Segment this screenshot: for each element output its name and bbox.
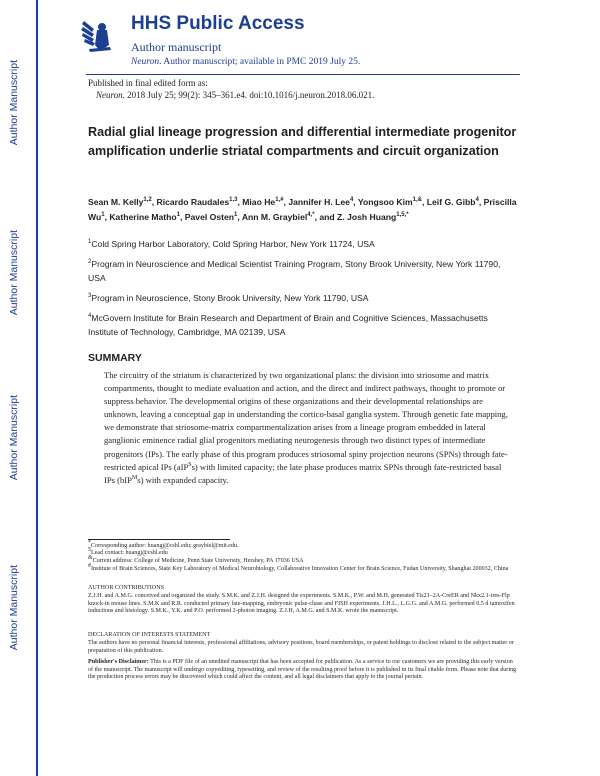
author-name: Sean M. Kelly: [88, 197, 144, 207]
author-separator: ,: [237, 211, 242, 222]
author-list: [88, 195, 518, 224]
header-rule: [86, 74, 520, 75]
author-affiliation-marker: 1: [234, 211, 238, 218]
hhs-title: HHS Public Access: [131, 13, 305, 34]
journal-name: Neuron: [131, 57, 160, 67]
side-label-3: Author Manuscript: [8, 395, 20, 481]
author-affiliation-marker: 1,#: [275, 197, 284, 204]
declaration-heading: DECLARATION OF INTERESTS STATEMENT: [88, 632, 211, 638]
author-separator: ,: [180, 211, 185, 222]
author-name: Z. Josh Huang: [337, 211, 397, 222]
author-name: Katherine Matho: [109, 211, 177, 222]
author-affiliation-marker: 4: [475, 197, 479, 204]
availability-line: [131, 57, 360, 67]
author-affiliation-marker: 1: [101, 211, 105, 218]
author-separator: ,: [283, 197, 289, 207]
summary-text: The circuitry of the striatum is characterized by two organizational plans: the division into striosome and matrix compartments, thought to mediate evaluation and action, and the direct and indirect pathways, thought to promote or suppress behavior. The developmental origins of these organizations and their developmental relationships are unknown, leaving a conceptual gap in understanding the cortico-basal ganglia system. Through genetic fate mapping, we demonstrate that striosome-matrix compartmentalization arises from a lineage program embedded in lateral ganglionic eminence radial glial progenitors mediating neurogenesis through two distinct types of intermediate progenitors (IPs). The early phase of this program produces striosomal spiny projection neurons (SPNs) through fate-restricted apical IPs (aIP$^S$s) with limited capacity; the late phase produces matrix SPNs through fate-restricted basal IPs (bIP$^M$s) with expanded capacity.: [104, 370, 508, 485]
citation-journal: Neuron: [96, 90, 123, 100]
author-name: Priscilla Wu: [88, 197, 517, 222]
author-name: Leif G. Gibb: [426, 197, 476, 207]
author-name: Pavel Osten: [184, 211, 234, 222]
paper-title: Radial glial lineage progression and differential intermediate progenitor amplification underlie striatal compartments and circuit organization: [88, 125, 517, 158]
availability-text: . Author manuscript; available in PMC 2019 July 25.: [159, 57, 361, 67]
affiliation-1: $^1$Cold Spring Harbor Laboratory, Cold Spring Harbor, New York 11724, USA: [88, 239, 375, 249]
affiliation-3: $^3$Program in Neuroscience, Stony Brook University, New York 11790, USA: [88, 293, 369, 303]
author-affiliation-marker: 1,3: [229, 197, 238, 204]
side-rule: [36, 0, 38, 776]
author-separator: ,: [151, 197, 157, 207]
footnote-rule: [88, 539, 230, 540]
author-separator: ,: [478, 197, 484, 207]
author-affiliation-marker: 4,*: [307, 211, 315, 218]
author-separator: ,: [104, 211, 110, 222]
author-name: Ann M. Graybiel: [241, 211, 308, 222]
author-name: Jannifer H. Lee: [288, 197, 350, 207]
footnote-institute: #Institute of Brain Sciences, State Key Laboratory of Medical Neurobiology, Collaborative Innovation Center for Brain Science, Fudan University, Shanghai 200032, China: [88, 563, 509, 573]
side-label-2: Author Manuscript: [8, 230, 20, 316]
declaration-text: The authors have no personal financial interests, professional affiliations, advisory positions, board memberships, or patent holdings to disclose related to the subject matter or preparation of this publication.: [88, 640, 514, 654]
author-affiliation-marker: 1,5,*: [396, 211, 409, 218]
citation: [96, 90, 374, 100]
published-label: Published in final edited form as:: [88, 78, 208, 88]
author-affiliation-marker: 1: [176, 211, 181, 218]
summary-heading: SUMMARY: [88, 352, 142, 364]
footnote-current: &Current address: College of Medicine, Penn State University, Hershey, PA 17036 USA: [88, 555, 304, 565]
side-label-1: Author Manuscript: [8, 60, 20, 146]
author-name: Yongsoo Kim: [357, 197, 413, 207]
publisher-disclaimer: Publisher's Disclaimer: This is a PDF file of an unedited manuscript that has been accepted for publication. As a service to our customers we are providing this early version of the manuscript. The manuscript will undergo copyediting, typesetting, and review of the resulting proof before it is published in its final citable form. Please note that during the production process errors may be discovered which could affect the content, and all legal disclaimers that apply to the journal pertain.: [88, 659, 517, 680]
author-separator: ,: [237, 197, 243, 207]
author-name: Ricardo Raudales: [156, 197, 230, 207]
footnote-lead: $^5$Lead contact: huangj@cshl.edu: [88, 547, 168, 557]
author-affiliation-marker: 4: [349, 197, 354, 204]
manuscript-type: Author manuscript: [131, 40, 222, 54]
affiliation-4: $^4$McGovern Institute for Brain Research and Department of Brain and Cognitive Sciences, Massachusetts Institute of Technology, Cambridge, MA 02139, USA: [88, 313, 488, 337]
affiliation-2: $^2$Program in Neuroscience and Medical Scientist Training Program, Stony Brook University, New York 11790, USA: [88, 259, 501, 283]
footnote-corresponding: *Corresponding author: huangj@cshl.edu; graybiel@mit.edu.: [88, 540, 239, 550]
side-label-4: Author Manuscript: [8, 565, 20, 651]
author-separator: ,: [353, 197, 358, 207]
contributions-heading: AUTHOR CONTRIBUTIONS: [88, 585, 165, 591]
author-separator: ,: [422, 197, 427, 207]
contributions-text: Z.J.H. and A.M.G. conceived and organized the study. S.M.K. and Z.J.H. designed the experiments. S.M.K., P.W. and M.H. generated Tis21–2A-CreER and Nkx2.1-ires-Flp knock-in mouse lines. S.M.K and R.R. conducted primary fate-mapping, embryonic pulse-chase and FISH experiments. J.H.L., L.G.G. and A.M.G. performed 0.5 d tamoxifen inductions and histology. S.M.K., Y.K. and P.O. performed 2-photon imaging. Z.J.H, A.M.G. and S.M.K. wrote the manuscript.: [88, 593, 515, 614]
hhs-eagle-logo-icon: [80, 15, 114, 55]
author-separator: , and: [314, 211, 338, 222]
citation-text: . 2018 July 25; 99(2): 345–361.e4. doi:10.1016/j.neuron.2018.06.021.: [122, 90, 375, 100]
author-affiliation-marker: 1,&: [412, 197, 422, 204]
author-name: Miao He: [242, 197, 276, 207]
author-affiliation-marker: 1,2: [143, 197, 152, 204]
